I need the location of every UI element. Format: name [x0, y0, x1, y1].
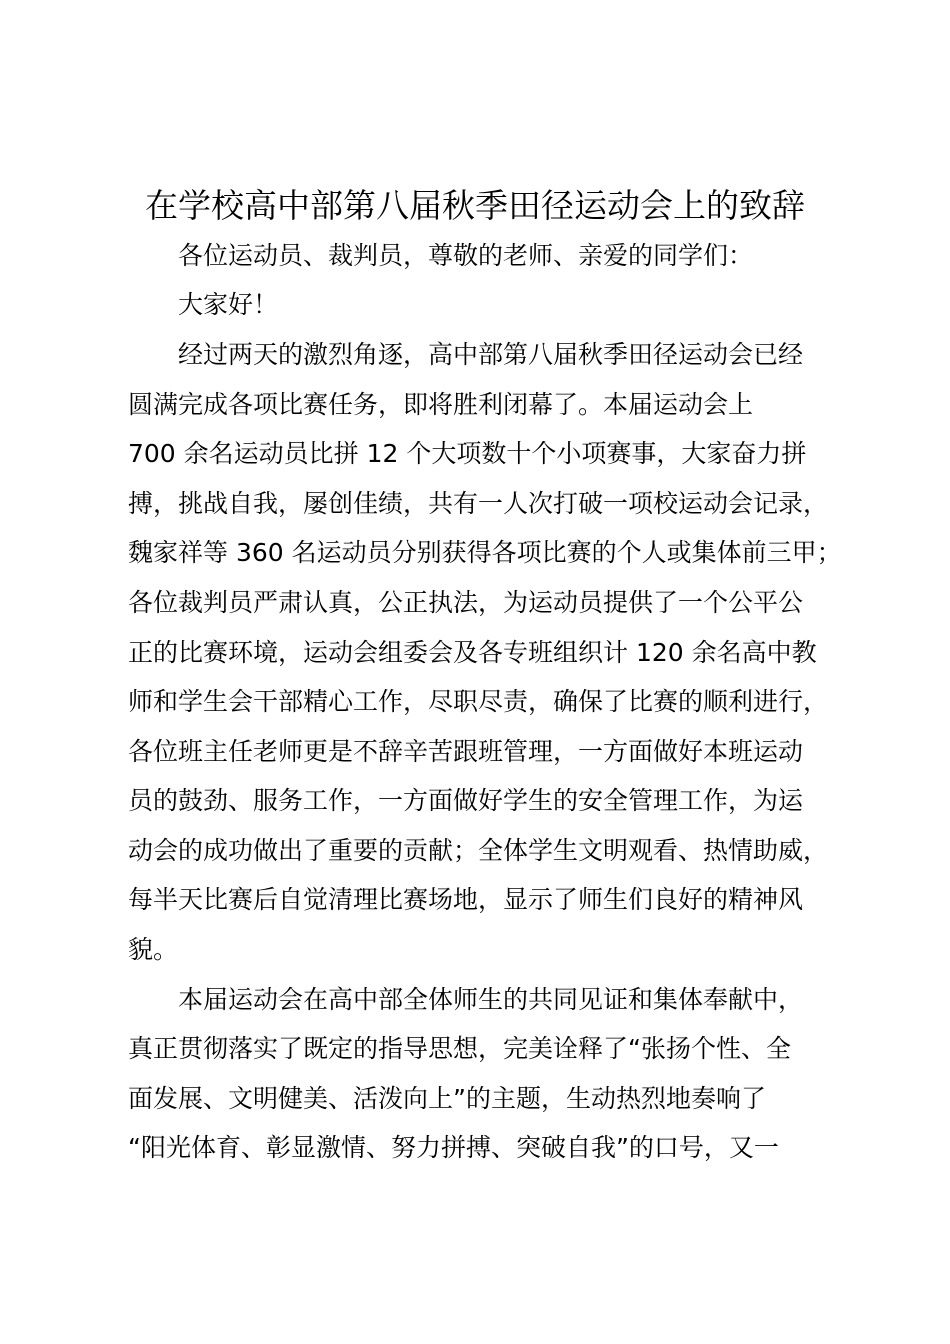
paragraph-line: 师和学生会干部精心工作，尽职尽责，确保了比赛的顺利进行，	[128, 687, 829, 716]
greeting-line: 大家好！	[178, 290, 279, 319]
paragraph-line: 员的鼓劲、服务工作，一方面做好学生的安全管理工作，为运	[128, 786, 804, 815]
paragraph-line: “阳光体育、彰显激情、努力拼搏、突破自我”的口号，又一	[128, 1133, 779, 1162]
paragraph-line: 各位裁判员严肃认真，公正执法，为运动员提供了一个公平公	[128, 588, 804, 617]
paragraph-line: 真正贯彻落实了既定的指导思想，完美诠释了“张扬个性、全	[128, 1034, 791, 1063]
paragraph-line: 各位班主任老师更是不辞辛苦跟班管理，一方面做好本班运动	[128, 737, 804, 766]
paragraph-line: 面发展、文明健美、活泼向上”的主题，生动热烈地奏响了	[128, 1084, 766, 1113]
paragraph-line: 700 余名运动员比拼 12 个大项数十个小项赛事，大家奋力拼	[128, 439, 807, 468]
paragraph-line: 每半天比赛后自觉清理比赛场地，显示了师生们良好的精神风	[128, 885, 804, 914]
paragraph-line: 魏家祥等 360 名运动员分别获得各项比赛的个人或集体前三甲；	[128, 538, 842, 567]
paragraph-line: 本届运动会在高中部全体师生的共同见证和集体奉献中，	[178, 985, 804, 1014]
paragraph-line: 正的比赛环境，运动会组委会及各专班组织计 120 余名高中教	[128, 638, 817, 667]
paragraph-line: 动会的成功做出了重要的贡献；全体学生文明观看、热情助威，	[128, 836, 829, 865]
paragraph-line: 经过两天的激烈角逐，高中部第八届秋季田径运动会已经	[178, 340, 804, 369]
salutation-line: 各位运动员、裁判员，尊敬的老师、亲爱的同学们：	[178, 241, 754, 270]
paragraph-line: 搏，挑战自我，屡创佳绩，共有一人次打破一项校运动会记录，	[128, 489, 829, 518]
paragraph-line: 圆满完成各项比赛任务，即将胜利闭幕了。本届运动会上	[128, 390, 754, 419]
paragraph-line: 貌。	[128, 935, 179, 964]
document-title: 在学校高中部第八届秋季田径运动会上的致辞	[145, 186, 805, 225]
